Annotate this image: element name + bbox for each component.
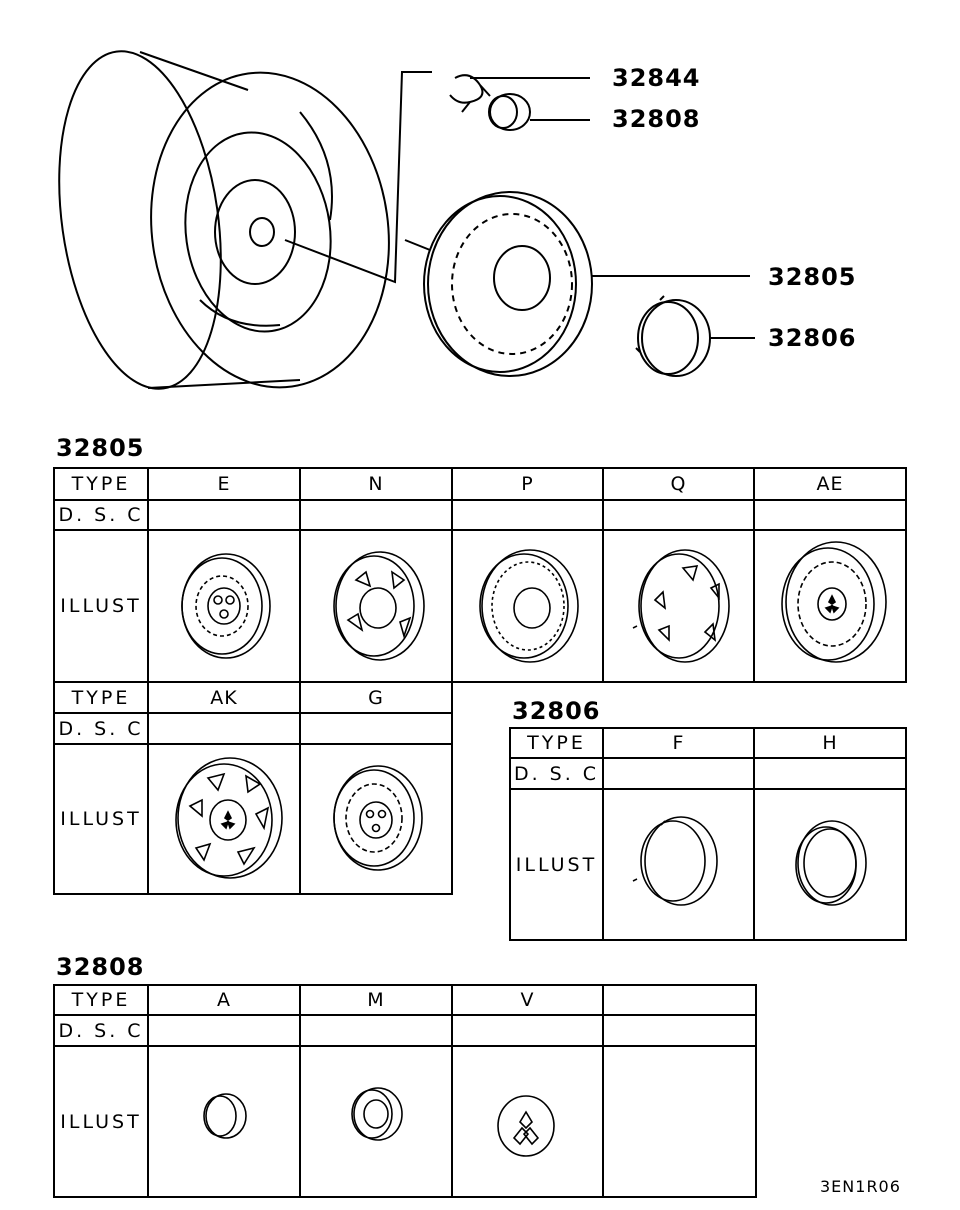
cap-M-illustration (300, 1046, 452, 1197)
wheel-cover-AK-illustration (148, 744, 300, 894)
callout-32844: 32844 (612, 64, 701, 92)
type-cell-F: F (672, 732, 685, 754)
wheel-cover-E-illustration (148, 530, 300, 682)
center-cap-H-illustration (754, 789, 906, 940)
type-cell-N: N (368, 473, 384, 495)
type-cell-A: A (217, 989, 231, 1011)
type-cell-H: H (822, 732, 838, 754)
row-label-dsc-32808: D. S. C (58, 1019, 144, 1042)
callout-32806: 32806 (768, 324, 857, 352)
section-title-32806: 32806 (512, 697, 601, 725)
type-cell-V: V (520, 989, 535, 1011)
type-cell-M: M (367, 989, 385, 1011)
cap-V-illustration (452, 1046, 603, 1197)
wheel-cover-N-illustration (300, 530, 452, 682)
row-label-dsc: D. S. C (58, 504, 144, 526)
wheel-cover-G-illustration (300, 744, 452, 894)
row-label-dsc-2: D. S. C (58, 717, 144, 740)
row-label-type-2: TYPE (71, 686, 131, 709)
type-cell-P: P (521, 473, 534, 495)
row-label-dsc-32806: D. S. C (513, 762, 600, 785)
type-cell-blank (603, 985, 756, 1015)
row-label-type-32806: TYPE (527, 732, 586, 754)
type-cell-AE: AE (816, 473, 844, 495)
center-cap-F-illustration (603, 789, 754, 940)
section-title-32805: 32805 (56, 434, 145, 462)
callout-32805: 32805 (768, 263, 857, 291)
type-cell-E: E (217, 473, 231, 495)
wheel-cover-AE-illustration (754, 530, 906, 682)
wheel-cover-Q-illustration (603, 530, 754, 682)
row-label-illust: ILLUST (60, 595, 142, 617)
row-label-illust-32806: ILLUST (515, 853, 598, 876)
figure-code: 3EN1R06 (820, 1177, 901, 1196)
callout-32808: 32808 (612, 105, 701, 133)
type-cell-G: G (368, 686, 384, 709)
row-label-illust-2: ILLUST (60, 808, 142, 830)
cap-A-illustration (148, 1046, 300, 1197)
section-title-32808: 32808 (56, 953, 145, 981)
row-label-type: TYPE (71, 473, 131, 495)
row-label-type-32808: TYPE (71, 989, 131, 1011)
wheel-cover-P-illustration (452, 530, 603, 682)
type-cell-AK: AK (210, 686, 238, 709)
row-label-illust-32808: ILLUST (60, 1110, 142, 1133)
type-cell-Q: Q (670, 473, 687, 495)
